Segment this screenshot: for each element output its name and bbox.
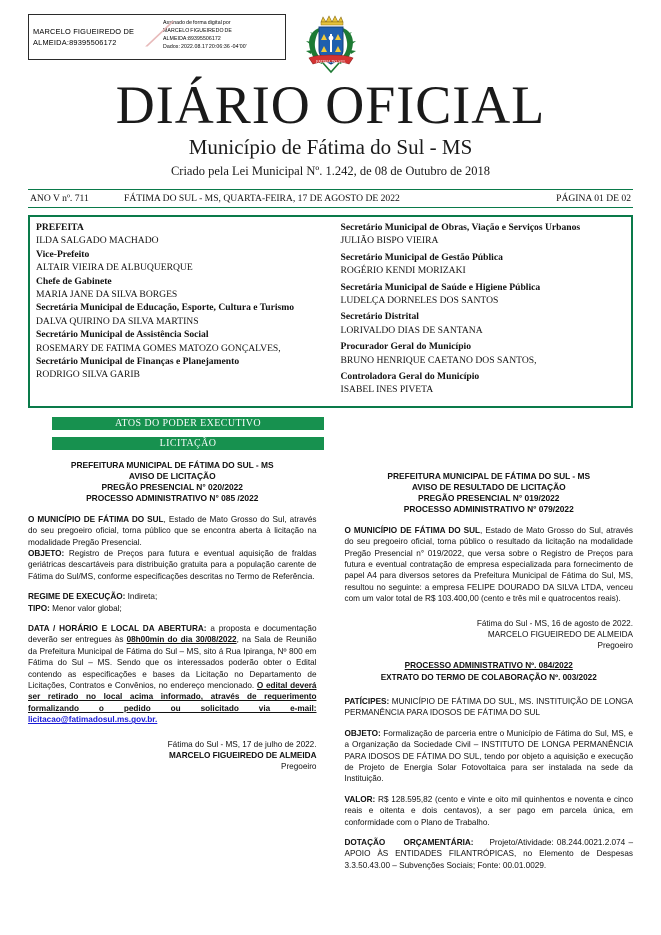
- signature-detail-line1: Assinado de forma digital por: [163, 20, 231, 26]
- signature-detail-line2: MARCELO FIGUEIREDO DE: [163, 28, 232, 34]
- official-entry: [36, 301, 321, 328]
- right-process-heading-line1: PROCESSO ADMINISTRATIVO Nº. 084/2022: [404, 661, 573, 671]
- masthead: [28, 76, 633, 181]
- left-edital-highlight: O edital deverá ser retirado no local acima informado, através de requerimento formalizando o pedido ou solicitado via e-mail:: [28, 680, 317, 713]
- official-role: Secretário Municipal de Finanças e Planejamento: [36, 356, 240, 368]
- official-name: BRUNO HENRIQUE CAETANO DOS SANTOS,: [340, 354, 537, 366]
- issue-year-number: ANO V nº. 711: [30, 193, 89, 204]
- left-objeto-paragraph: [28, 548, 317, 582]
- right-valor-text: R$ 128.595,82 (cento e vinte e oito mil quinhentos e noventa e cinco reais e oitenta e dois centavos), a ser pago em parcela única, em conformidade com o Plano de Trabalho.: [344, 794, 633, 827]
- left-sign-name: MARCELO FIGUEIREDO DE ALMEIDA: [168, 750, 317, 760]
- page-title: DIÁRIO OFICIAL: [115, 75, 546, 135]
- official-role: Secretário Distrital: [340, 311, 419, 323]
- left-data-text1: a proposta e documentação deverão ser entregues às: [28, 623, 317, 645]
- signature-detail-line4: Dados: 2022.08.17 20:06:36 -04'00': [163, 44, 247, 50]
- masthead-subtitle: Município de Fátima do Sul - MS: [188, 135, 473, 159]
- official-name: ISABEL INES PIVETA: [340, 384, 434, 396]
- left-notice-heading: [28, 460, 317, 505]
- left-regime-label: REGIME DE EXECUÇÃO:: [28, 592, 126, 602]
- svg-text:FATIMA DO SUL: FATIMA DO SUL: [315, 59, 346, 64]
- official-role: Controladora Geral do Município: [340, 371, 480, 383]
- left-intro-bold: O MUNICÍPIO DE FÁTIMA DO SUL: [28, 514, 164, 524]
- licitacao-email-link[interactable]: licitacao@fatimadosul.ms.gov.br.: [28, 715, 158, 725]
- right-objeto-label: OBJETO:: [344, 728, 381, 738]
- official-name: ILDA SALGADO MACHADO: [36, 235, 159, 247]
- right-sign-name: MARCELO FIGUEIREDO DE ALMEIDA: [487, 629, 633, 639]
- left-sign-role: Pregoeiro: [280, 762, 317, 771]
- official-entry: [36, 275, 321, 302]
- official-name: DALVA QUIRINO DA SILVA MARTINS: [36, 315, 199, 327]
- right-intro-rest: , Estado de Mato Grosso do Sul, através do seu pregoeiro oficial, torna público o resultado da licitação na modalidade Pregão Presencial n° 019/2022, que versa sobre o Registro de Preços para futura e eventual contratação de empresa especializada para fornecimento de papel A4 para diversos setores da Prefeitura Municipal de Fátima do Sul, MS, resultou no seguinte: a empresa FELIPE DOURADO DA SILVA LTDA, venceu com um valor total de R$ 103.400,00 (cento e três mil e quatrocentos reais).: [344, 525, 634, 604]
- right-dotacao-paragraph: [345, 837, 634, 871]
- right-valor-paragraph: [345, 794, 634, 828]
- official-name: ALTAIR VIEIRA DE ALBUQUERQUE: [36, 262, 193, 274]
- left-regime-paragraph: [28, 591, 317, 602]
- right-intro-bold: O MUNICÍPIO DE FÁTIMA DO SUL: [344, 525, 481, 535]
- right-heading-line1: PREFEITURA MUNICIPAL DE FÁTIMA DO SUL - MS: [387, 470, 591, 481]
- official-role: Vice-Prefeito: [36, 248, 90, 260]
- notice-column-right: [331, 460, 634, 871]
- official-name: JULIÃO BISPO VIEIRA: [340, 235, 439, 247]
- official-entry: [341, 310, 626, 337]
- right-signature-block: [345, 618, 634, 652]
- signature-name-line2: ALMEIDA:89395506172: [33, 38, 117, 47]
- official-name: RODRIGO SILVA GARIB: [36, 369, 140, 381]
- left-data-label: DATA / HORÁRIO E LOCAL DA ABERTURA:: [28, 623, 207, 633]
- official-entry: [36, 221, 321, 248]
- official-entry: [341, 370, 626, 397]
- coat-of-arms-icon: [0, 14, 661, 76]
- right-paticipes-paragraph: [345, 696, 634, 719]
- issue-place-date: FÁTIMA DO SUL - MS, QUARTA-FEIRA, 17 DE AGOSTO DE 2022: [124, 193, 400, 204]
- official-name: ROGÉRIO KENDI MORIZAKI: [340, 265, 466, 277]
- left-signature-block: [28, 739, 317, 773]
- official-name: ROSEMARY DE FATIMA GOMES MATOZO GONÇALVES,: [36, 342, 281, 354]
- left-heading-line2: AVISO DE LICITAÇÃO: [128, 471, 216, 482]
- right-sign-date: Fátima do Sul - MS, 16 de agosto de 2022.: [476, 618, 633, 628]
- right-process-heading-line2: EXTRATO DO TERMO DE COLABORAÇÃO Nº. 003/2022: [380, 672, 597, 682]
- official-name: MARIA JANE DA SILVA BORGES: [36, 289, 178, 301]
- issue-info-bar: [28, 189, 633, 208]
- left-data-highlight: 08h00min do dia 30/08/2022: [126, 635, 237, 645]
- right-valor-label: VALOR:: [344, 794, 376, 804]
- left-regime-text: Indireta;: [125, 592, 158, 602]
- left-intro-rest: , Estado de Mato Grosso do Sul, através do seu pregoeiro oficial, torna público que se encontra aberta à licitação na modalidade Pregão Presencial.: [28, 514, 317, 547]
- left-data-paragraph: [28, 623, 317, 726]
- official-name: LORIVALDO DIAS DE SANTANA: [340, 324, 483, 336]
- signature-flourish-icon: ⟋: [143, 17, 176, 54]
- left-tipo-paragraph: [28, 603, 317, 614]
- officials-column-left: [36, 221, 331, 400]
- signature-detail-line3: ALMEIDA:89395506172: [163, 36, 221, 42]
- left-objeto-text: Registro de Preços para futura e eventual aquisição de fraldas geriátricas descartáveis para distribuição gratuita para a população carente de Fátima do Sul/MS, conforme especificações descritas no Termo de Referência.: [28, 548, 317, 581]
- left-heading-line3: PREGÃO PRESENCIAL N° 020/2022: [101, 482, 243, 493]
- masthead-law-reference: Criado pela Lei Municipal Nº. 1.242, de 08 de Outubro de 2018: [170, 164, 491, 178]
- officials-box: [28, 215, 633, 408]
- official-entry: [36, 328, 321, 355]
- left-heading-line4: PROCESSO ADMINISTRATIVO N° 085 /2022: [86, 493, 259, 504]
- left-tipo-text: Menor valor global;: [49, 603, 122, 613]
- right-dotacao-label: DOTAÇÃO: [344, 838, 386, 848]
- right-dotacao-label2: ORÇAMENTÁRIA:: [403, 838, 474, 848]
- right-objeto-text: Formalização de parceria entre o Município de Fátima do Sul, MS, e a Organização da Sociedade Civil – INSTITUTO DE LONGA PERMANÊNCIA PARA IDOSOS DE FÁTIMA DO SUL, tendo por objeto a aquisição e execução de Projeto de Energia Solar Fotovoltaica para ser instalada na sede da Instituição.: [344, 728, 633, 784]
- official-name: LUDELÇA DORNELES DOS SANTOS: [340, 295, 499, 307]
- right-heading-line4: PROCESSO ADMINISTRATIVO N° 079/2022: [403, 504, 574, 515]
- official-role: Secretária Municipal de Saúde e Higiene Pública: [340, 281, 541, 293]
- official-entry: [36, 248, 321, 275]
- official-role: PREFEITA: [36, 222, 84, 233]
- official-role: Chefe de Gabinete: [36, 275, 112, 287]
- official-entry: [341, 251, 626, 278]
- right-heading-line2: AVISO DE RESULTADO DE LICITAÇÃO: [411, 482, 566, 493]
- notices-columns: [28, 460, 633, 871]
- left-objeto-label: OBJETO:: [28, 548, 65, 558]
- official-role: Secretário Municipal de Assistência Social: [36, 329, 209, 341]
- officials-column-right: [331, 221, 626, 400]
- banner-executive-acts: ATOS DO PODER EXECUTIVO: [52, 417, 324, 430]
- left-heading-line1: PREFEITURA MUNICIPAL DE FÁTIMA DO SUL - MS: [70, 459, 274, 470]
- signature-name-line1: MARCELO FIGUEIREDO DE: [33, 27, 135, 36]
- official-entry: [36, 355, 321, 382]
- right-sign-role: Pregoeiro: [597, 640, 633, 650]
- right-intro-paragraph: [345, 525, 634, 605]
- right-paticipes-label: PATÍCIPES:: [344, 696, 390, 706]
- official-entry: [341, 221, 626, 248]
- right-process-heading: [345, 660, 634, 683]
- official-entry: [341, 281, 626, 308]
- right-objeto-paragraph: [345, 728, 634, 785]
- page-indicator: PÁGINA 01 DE 02: [556, 193, 631, 204]
- official-role: Secretário Municipal de Gestão Pública: [340, 251, 503, 263]
- left-intro-paragraph: [28, 514, 317, 548]
- official-role: Secretária Municipal de Educação, Esporte, Cultura e Turismo: [36, 302, 295, 314]
- left-data-text2: , na Sala de Reunião da Prefeitura Municipal de Fátima do Sul – MS, sito á Rua Ipiranga, Nº 800 em Fátima do Sul – MS. Sendo que os interessados poderão obter o Edital contendo as especificações e bases da Licitação no Departamento de Licitações, Contratos e Convênios, no endereço mencionado.: [28, 635, 317, 690]
- right-dotacao-text: Projeto/Atividade: 08.244.0021.2.074 – APOIO ÀS ENTIDADES FILANTRÓPICAS, no Elemento de Despesas 3.3.50.43.00 – Subvenções Sociais; Fonte: 00.01.0029.: [344, 838, 633, 870]
- banner-bidding: LICITAÇÃO: [52, 437, 324, 450]
- right-notice-heading: [345, 471, 634, 516]
- right-heading-line3: PREGÃO PRESENCIAL N° 019/2022: [418, 493, 560, 504]
- notice-column-left: [28, 460, 331, 871]
- left-tipo-label: TIPO:: [28, 603, 50, 613]
- right-paticipes-text: MUNICÍPIO DE FÁTIMA DO SUL, MS. INSTITUIÇÃO DE LONGA PERMANÊNCIA PARA IDOSOS DE FÁTIMA DO SUL: [344, 696, 633, 718]
- official-entry: [341, 340, 626, 367]
- official-role: Secretário Municipal de Obras, Viação e Serviços Urbanos: [340, 222, 581, 233]
- left-sign-date: Fátima do Sul - MS, 17 de julho de 2022.: [167, 739, 317, 749]
- official-role: Procurador Geral do Município: [340, 341, 471, 353]
